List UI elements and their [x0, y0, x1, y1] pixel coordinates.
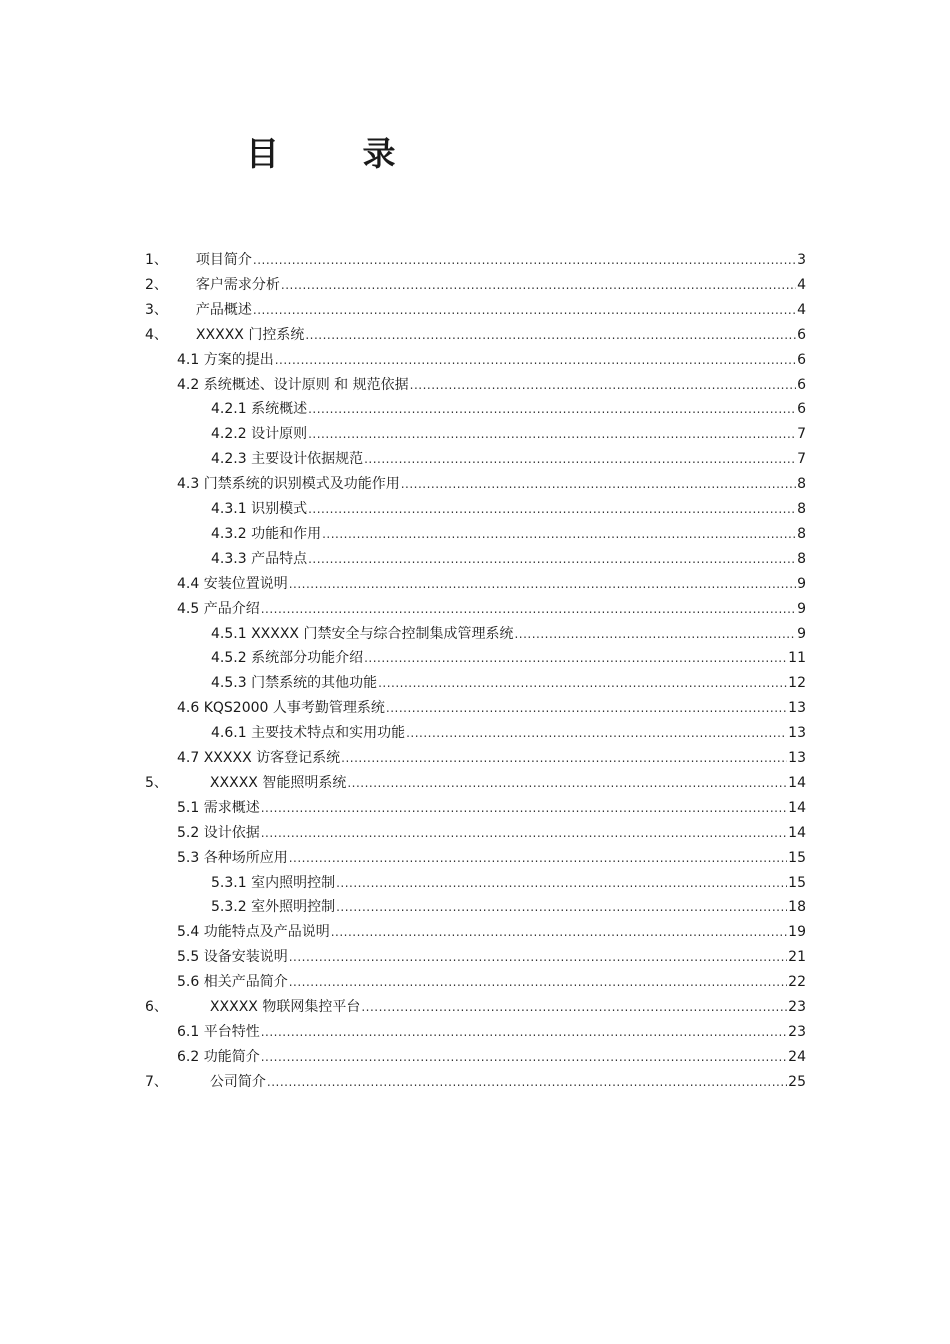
- toc-entry-page-number: 9: [797, 625, 806, 642]
- toc-leader-dots: [289, 577, 796, 591]
- toc-entry-label: 5.2 设计依据: [177, 824, 260, 841]
- toc-entry-label: 4.1 方案的提出: [177, 351, 274, 368]
- toc-entry-label: 5.1 需求概述: [177, 799, 260, 816]
- toc-entry[interactable]: [211, 896, 806, 921]
- toc-entry[interactable]: [177, 921, 806, 946]
- toc-entry-label: 5.3.2 室外照明控制: [211, 899, 336, 916]
- toc-entry-label: 4.2.1 系统概述: [211, 401, 308, 418]
- toc-entry-label: 4.6 KQS2000 人事考勤管理系统: [177, 700, 385, 717]
- toc-entry[interactable]: [211, 647, 806, 672]
- toc-leader-dots: [361, 1000, 787, 1014]
- toc-entry-label: 4.2.3 主要设计依据规范: [211, 451, 364, 468]
- toc-leader-dots: [514, 627, 796, 641]
- toc-leader-dots: [261, 826, 787, 840]
- toc-leader-dots: [261, 801, 787, 815]
- toc-entry[interactable]: [145, 299, 806, 324]
- toc-leader-dots: [308, 427, 796, 441]
- toc-leader-dots: [308, 402, 796, 416]
- toc-entry[interactable]: [211, 872, 806, 897]
- toc-entry-label: 4.4 安装位置说明: [177, 575, 288, 592]
- toc-entry[interactable]: [145, 1071, 806, 1096]
- toc-entry-page-number: 3: [797, 252, 806, 268]
- toc-entry-page-number: 13: [788, 750, 806, 766]
- toc-leader-dots: [261, 1050, 787, 1064]
- toc-entry[interactable]: [211, 623, 806, 648]
- toc-leader-dots: [289, 851, 787, 865]
- toc-entry-page-number: 23: [788, 1023, 806, 1040]
- toc-entry-label: 4.5.3 门禁系统的其他功能: [211, 675, 378, 692]
- toc-entry-page-number: 14: [788, 799, 806, 816]
- toc-leader-dots: [281, 278, 796, 292]
- toc-entry-number: 6、: [145, 999, 168, 1015]
- toc-entry[interactable]: [177, 1046, 806, 1071]
- toc-entry-page-number: 19: [788, 924, 806, 941]
- toc-entry-number: 2、: [145, 276, 168, 293]
- toc-entry[interactable]: [177, 971, 806, 996]
- toc-entry-page-number: 23: [788, 999, 806, 1015]
- toc-entry[interactable]: [145, 996, 806, 1021]
- toc-leader-dots: [336, 876, 787, 890]
- toc-leader-dots: [331, 925, 787, 939]
- toc-entry-label: 客户需求分析: [195, 276, 280, 293]
- toc-entry-page-number: 8: [797, 501, 806, 517]
- toc-entry-number: 7、: [145, 1073, 168, 1090]
- toc-leader-dots: [253, 303, 796, 317]
- toc-entry-label: 4.3.3 产品特点: [211, 550, 308, 567]
- toc-entry[interactable]: [211, 523, 806, 548]
- toc-entry-page-number: 6: [797, 401, 806, 418]
- toc-leader-dots: [378, 676, 787, 690]
- toc-entry-page-number: 8: [797, 476, 806, 493]
- toc-leader-dots: [289, 950, 787, 964]
- toc-entry-page-number: 14: [788, 824, 806, 841]
- toc-entry-page-number: 9: [797, 600, 806, 617]
- toc-leader-dots: [401, 477, 796, 491]
- toc-entry[interactable]: [211, 448, 806, 473]
- toc-entry-page-number: 13: [788, 700, 806, 717]
- toc-entry-label: 4.5.1 XXXXX 门禁安全与综合控制集成管理系统: [211, 625, 514, 642]
- toc-entry-page-number: 6: [797, 326, 806, 343]
- toc-entry-page-number: 15: [788, 874, 806, 891]
- toc-entry-label: 4.7 XXXXX 访客登记系统: [177, 750, 341, 766]
- toc-entry-page-number: 6: [797, 351, 806, 368]
- toc-entry[interactable]: [177, 822, 806, 847]
- toc-entry[interactable]: [211, 722, 806, 747]
- toc-entry-page-number: 21: [788, 949, 806, 966]
- toc-leader-dots: [341, 751, 787, 765]
- toc-entry-label: 项目简介: [195, 252, 252, 268]
- toc-entry-number: 4、: [145, 326, 168, 343]
- toc-entry-label: XXXXX 物联网集控平台: [209, 999, 361, 1015]
- toc-leader-dots: [289, 975, 787, 989]
- toc-entry-label: 6.1 平台特性: [177, 1023, 260, 1040]
- toc-leader-dots: [410, 378, 796, 392]
- toc-entry-page-number: 13: [788, 725, 806, 742]
- toc-entry[interactable]: [177, 598, 806, 623]
- page-title: 目 录: [246, 134, 432, 173]
- toc-entry[interactable]: [145, 772, 806, 797]
- toc-entry-page-number: 14: [788, 774, 806, 791]
- toc-entry-page-number: 25: [788, 1073, 806, 1090]
- toc-entry-label: 4.2 系统概述、设计原则 和 规范依据: [177, 376, 409, 393]
- toc-entry-page-number: 8: [797, 525, 806, 542]
- toc-entry-number: 1、: [145, 252, 168, 268]
- toc-entry-label: 产品概述: [195, 301, 252, 318]
- toc-entry[interactable]: [145, 274, 806, 299]
- toc-entry-page-number: 4: [797, 276, 806, 293]
- toc-leader-dots: [275, 353, 796, 367]
- toc-leader-dots: [308, 502, 796, 516]
- toc-leader-dots: [253, 253, 796, 267]
- toc-entry-number: 5、: [145, 774, 168, 791]
- toc-leader-dots: [261, 1025, 787, 1039]
- toc-entry-label: 公司简介: [209, 1073, 266, 1090]
- toc-entry-label: 5.6 相关产品简介: [177, 974, 288, 991]
- toc-entry[interactable]: [145, 249, 806, 274]
- toc-entry[interactable]: [177, 1021, 806, 1046]
- toc-entry[interactable]: [177, 797, 806, 822]
- toc-leader-dots: [322, 527, 796, 541]
- toc-entry[interactable]: [177, 847, 806, 872]
- toc-entry[interactable]: [177, 697, 806, 722]
- toc-entry[interactable]: [211, 398, 806, 423]
- toc-entry-label: 4.3.2 功能和作用: [211, 525, 322, 542]
- toc-entry-label: 4.2.2 设计原则: [211, 426, 308, 443]
- toc-leader-dots: [364, 651, 787, 665]
- toc-entry-page-number: 4: [797, 301, 806, 318]
- toc-entry[interactable]: [177, 473, 806, 498]
- toc-leader-dots: [364, 452, 796, 466]
- toc-leader-dots: [308, 552, 796, 566]
- toc-entry[interactable]: [211, 423, 806, 448]
- toc-leader-dots: [305, 328, 796, 342]
- toc-entry-label: 5.3 各种场所应用: [177, 849, 288, 866]
- toc-entry-label: 5.3.1 室内照明控制: [211, 874, 336, 891]
- toc-entry[interactable]: [177, 349, 806, 374]
- toc-entry-page-number: 12: [788, 675, 806, 692]
- toc-entry[interactable]: [145, 324, 806, 349]
- toc-entry-page-number: 6: [797, 376, 806, 393]
- toc-entry-page-number: 15: [788, 849, 806, 866]
- toc-entry-page-number: 18: [788, 899, 806, 916]
- toc-entry-page-number: 22: [788, 974, 806, 991]
- toc-leader-dots: [261, 602, 796, 616]
- toc-entry[interactable]: [211, 498, 806, 523]
- toc-entry-label: 6.2 功能简介: [177, 1048, 260, 1065]
- toc-entry-page-number: 7: [797, 426, 806, 443]
- toc-entry-label: 5.4 功能特点及产品说明: [177, 924, 330, 941]
- toc-entry[interactable]: [177, 374, 806, 399]
- toc-entry-label: 4.3 门禁系统的识别模式及功能作用: [177, 476, 400, 493]
- toc-leader-dots: [267, 1075, 787, 1089]
- toc-leader-dots: [386, 701, 787, 715]
- toc-entry-label: 4.5.2 系统部分功能介绍: [211, 650, 364, 667]
- toc-entry-page-number: 9: [797, 575, 806, 592]
- toc-entry-page-number: 7: [797, 451, 806, 468]
- toc-leader-dots: [336, 900, 787, 914]
- toc-entry-number: 3、: [145, 301, 168, 318]
- toc-leader-dots: [406, 726, 787, 740]
- toc-entry[interactable]: [177, 573, 806, 598]
- toc-entry[interactable]: [177, 946, 806, 971]
- toc-entry-page-number: 8: [797, 550, 806, 567]
- toc-entry[interactable]: [211, 672, 806, 697]
- toc-entry-label: 4.6.1 主要技术特点和实用功能: [211, 725, 406, 742]
- toc-entry[interactable]: [211, 548, 806, 573]
- toc-entry-label: 5.5 设备安装说明: [177, 949, 288, 966]
- toc-entry-label: XXXXX 门控系统: [195, 326, 305, 343]
- toc-entry-label: XXXXX 智能照明系统: [209, 774, 347, 791]
- toc-leader-dots: [347, 776, 787, 790]
- toc-entry-page-number: 24: [788, 1048, 806, 1065]
- toc-entry-label: 4.3.1 识别模式: [211, 501, 308, 517]
- toc-entry[interactable]: [177, 747, 806, 772]
- toc-entry-label: 4.5 产品介绍: [177, 600, 260, 617]
- toc-entry-page-number: 11: [788, 650, 806, 667]
